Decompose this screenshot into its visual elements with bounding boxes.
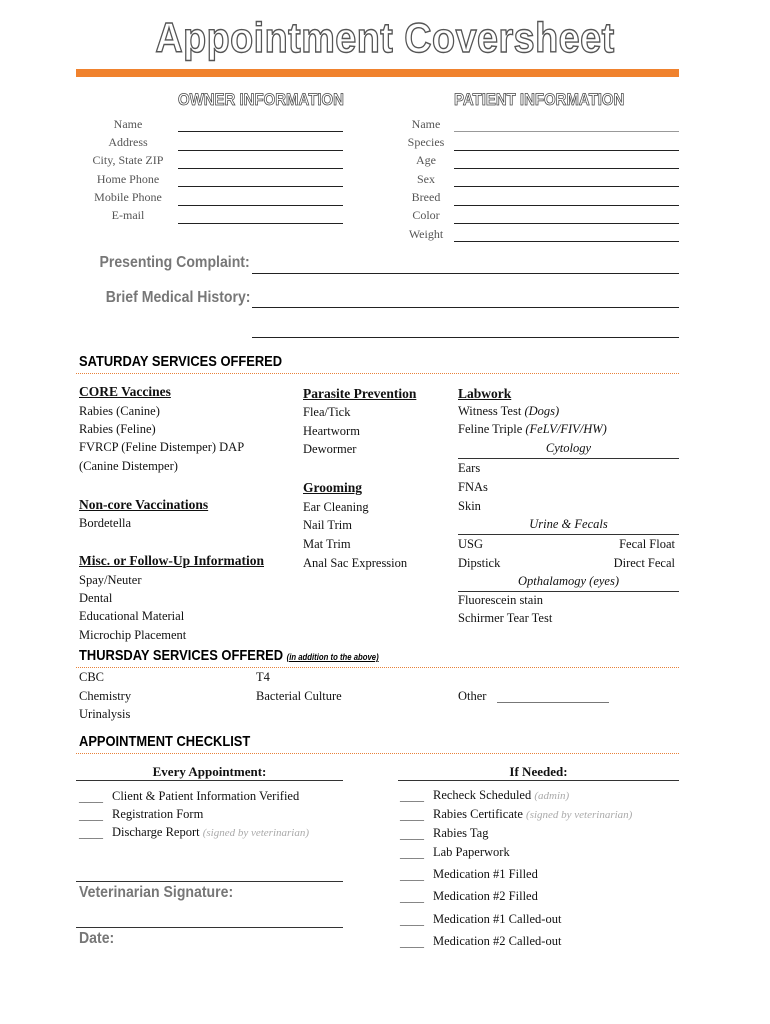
list-item: Heartworm	[303, 424, 360, 438]
patient-breed-label: Breed	[411, 190, 441, 204]
other-label: Other	[458, 689, 487, 703]
list-item: T4	[256, 670, 270, 684]
checklist-item: Rabies Tag	[433, 826, 489, 840]
checkbox-blank[interactable]: ____	[79, 808, 103, 822]
cytology-heading: Cytology	[545, 441, 592, 455]
list-item: Rabies (Feline)	[79, 422, 156, 436]
patient-name-label: Name	[411, 117, 441, 131]
medical-history-label: Brief Medical History:	[105, 289, 250, 306]
patient-heading: PATIENT INFORMATION	[454, 90, 625, 109]
saturday-heading: SATURDAY SERVICES OFFERED	[79, 353, 283, 370]
list-item: FVRCP (Feline Distemper) DAP	[79, 440, 245, 454]
checklist-divider	[76, 753, 679, 754]
checkbox-blank[interactable]: ____	[400, 827, 424, 841]
checkbox-blank[interactable]: ____	[400, 913, 424, 927]
list-item: Schirmer Tear Test	[458, 611, 553, 625]
list-item: USG	[458, 537, 484, 551]
checkbox-blank[interactable]: ____	[400, 890, 424, 904]
owner-heading: OWNER INFORMATION	[178, 90, 344, 109]
labwork-heading: Labwork	[458, 386, 512, 401]
list-item: Spay/Neuter	[79, 573, 142, 587]
checklist-item: Medication #2 Filled	[433, 889, 538, 903]
list-item: Direct Fecal	[613, 556, 675, 570]
list-item: Microchip Placement	[79, 628, 187, 642]
list-item: (Canine Distemper)	[79, 459, 178, 473]
list-item: Flea/Tick	[303, 405, 351, 419]
list-item: Bordetella	[79, 516, 132, 530]
urine-rule	[458, 534, 679, 535]
patient-color-field[interactable]	[454, 223, 679, 224]
checkbox-blank[interactable]: ____	[400, 868, 424, 882]
core-vaccines-heading: CORE Vaccines	[79, 384, 171, 399]
list-item: Dewormer	[303, 442, 357, 456]
date-rule	[76, 927, 343, 928]
cytology-rule	[458, 458, 679, 459]
patient-age-label: Age	[416, 153, 436, 167]
patient-sex-label: Sex	[417, 172, 435, 186]
list-item: Fluorescein stain	[458, 593, 544, 607]
checkbox-blank[interactable]: ____	[400, 935, 424, 949]
owner-address-field[interactable]	[178, 150, 343, 151]
if-needed-heading: If Needed:	[509, 764, 568, 779]
list-item: Urinalysis	[79, 707, 131, 721]
list-item: Dipstick	[458, 556, 501, 570]
list-item: Rabies (Canine)	[79, 404, 160, 418]
owner-address-label: Address	[108, 135, 148, 149]
witness-test: Witness Test (Dogs)	[458, 404, 560, 418]
signature-rule	[76, 881, 343, 882]
owner-name-label: Name	[113, 117, 143, 131]
list-item: Dental	[79, 591, 113, 605]
patient-age-field[interactable]	[454, 168, 679, 169]
checklist-item: Medication #1 Called-out	[433, 912, 562, 926]
presenting-complaint-label: Presenting Complaint:	[99, 254, 250, 271]
thursday-divider	[76, 667, 679, 668]
checkbox-blank[interactable]: ____	[79, 790, 103, 804]
checklist-heading: APPOINTMENT CHECKLIST	[79, 733, 251, 750]
saturday-divider	[76, 373, 679, 374]
owner-city-label: City, State ZIP	[92, 153, 164, 167]
patient-name-field[interactable]	[454, 131, 679, 132]
checklist-item: Registration Form	[112, 807, 204, 821]
noncore-heading: Non-core Vaccinations	[79, 497, 209, 512]
checklist-item: Discharge Report (signed by veterinarian)	[112, 825, 310, 839]
thursday-note: (in addition to the above)	[286, 652, 379, 662]
checklist-item: Rabies Certificate (signed by veterinarian)	[433, 807, 633, 821]
other-field[interactable]	[497, 702, 609, 703]
page-title: Appointment Coversheet	[155, 14, 615, 61]
list-item: Ear Cleaning	[303, 500, 369, 514]
owner-name-field[interactable]	[178, 131, 343, 132]
thursday-heading: THURSDAY SERVICES OFFERED (in addition to the above)	[79, 647, 379, 664]
checkbox-blank[interactable]: ____	[79, 826, 103, 840]
feline-triple: Feline Triple (FeLV/FIV/HW)	[458, 422, 607, 436]
list-item: Ears	[458, 461, 481, 475]
patient-weight-label: Weight	[408, 227, 444, 241]
optha-rule	[458, 591, 679, 592]
checkbox-blank[interactable]: ____	[400, 808, 424, 822]
owner-city-field[interactable]	[178, 168, 343, 169]
list-item: Fecal Float	[619, 537, 675, 551]
patient-species-label: Species	[407, 135, 445, 149]
title-divider	[76, 69, 679, 77]
checklist-item: Medication #2 Called-out	[433, 934, 562, 948]
owner-home-phone-field[interactable]	[178, 186, 343, 187]
patient-breed-field[interactable]	[454, 205, 679, 206]
checklist-item: Client & Patient Information Verified	[112, 789, 300, 803]
medical-history-field-1[interactable]	[252, 307, 679, 308]
list-item: Bacterial Culture	[256, 689, 342, 703]
date-label: Date:	[79, 930, 115, 947]
every-appointment-heading: Every Appointment:	[152, 764, 267, 779]
patient-color-label: Color	[412, 208, 440, 222]
list-item: FNAs	[458, 480, 488, 494]
list-item: Mat Trim	[303, 537, 351, 551]
checklist-item: Medication #1 Filled	[433, 867, 538, 881]
signature-label: Veterinarian Signature:	[79, 884, 234, 901]
owner-email-field[interactable]	[178, 223, 343, 224]
patient-sex-field[interactable]	[454, 186, 679, 187]
list-item: Chemistry	[79, 689, 132, 703]
owner-mobile-field[interactable]	[178, 205, 343, 206]
patient-weight-field[interactable]	[454, 241, 679, 242]
parasite-heading: Parasite Prevention	[303, 386, 417, 401]
presenting-complaint-field[interactable]	[252, 273, 679, 274]
misc-heading: Misc. or Follow-Up Information	[79, 553, 264, 568]
owner-mobile-label: Mobile Phone	[94, 190, 162, 204]
checkbox-blank[interactable]: ____	[400, 846, 424, 860]
list-item: Nail Trim	[303, 518, 352, 532]
checklist-item: Lab Paperwork	[433, 845, 510, 859]
checkbox-blank[interactable]: ____	[400, 789, 424, 803]
medical-history-field-2[interactable]	[252, 337, 679, 338]
grooming-heading: Grooming	[303, 480, 363, 495]
owner-home-phone-label: Home Phone	[96, 172, 160, 186]
patient-species-field[interactable]	[454, 150, 679, 151]
checklist-item: Recheck Scheduled (admin)	[433, 788, 570, 802]
list-item: CBC	[79, 670, 105, 684]
list-item: Skin	[458, 499, 481, 513]
opthalmology-heading: Opthalamogy (eyes)	[517, 574, 619, 588]
needed-rule	[398, 780, 679, 781]
urine-fecals-heading: Urine & Fecals	[529, 517, 608, 531]
every-rule	[76, 780, 343, 781]
owner-email-label: E-mail	[111, 208, 145, 222]
list-item: Anal Sac Expression	[303, 556, 408, 570]
list-item: Educational Material	[79, 609, 185, 623]
